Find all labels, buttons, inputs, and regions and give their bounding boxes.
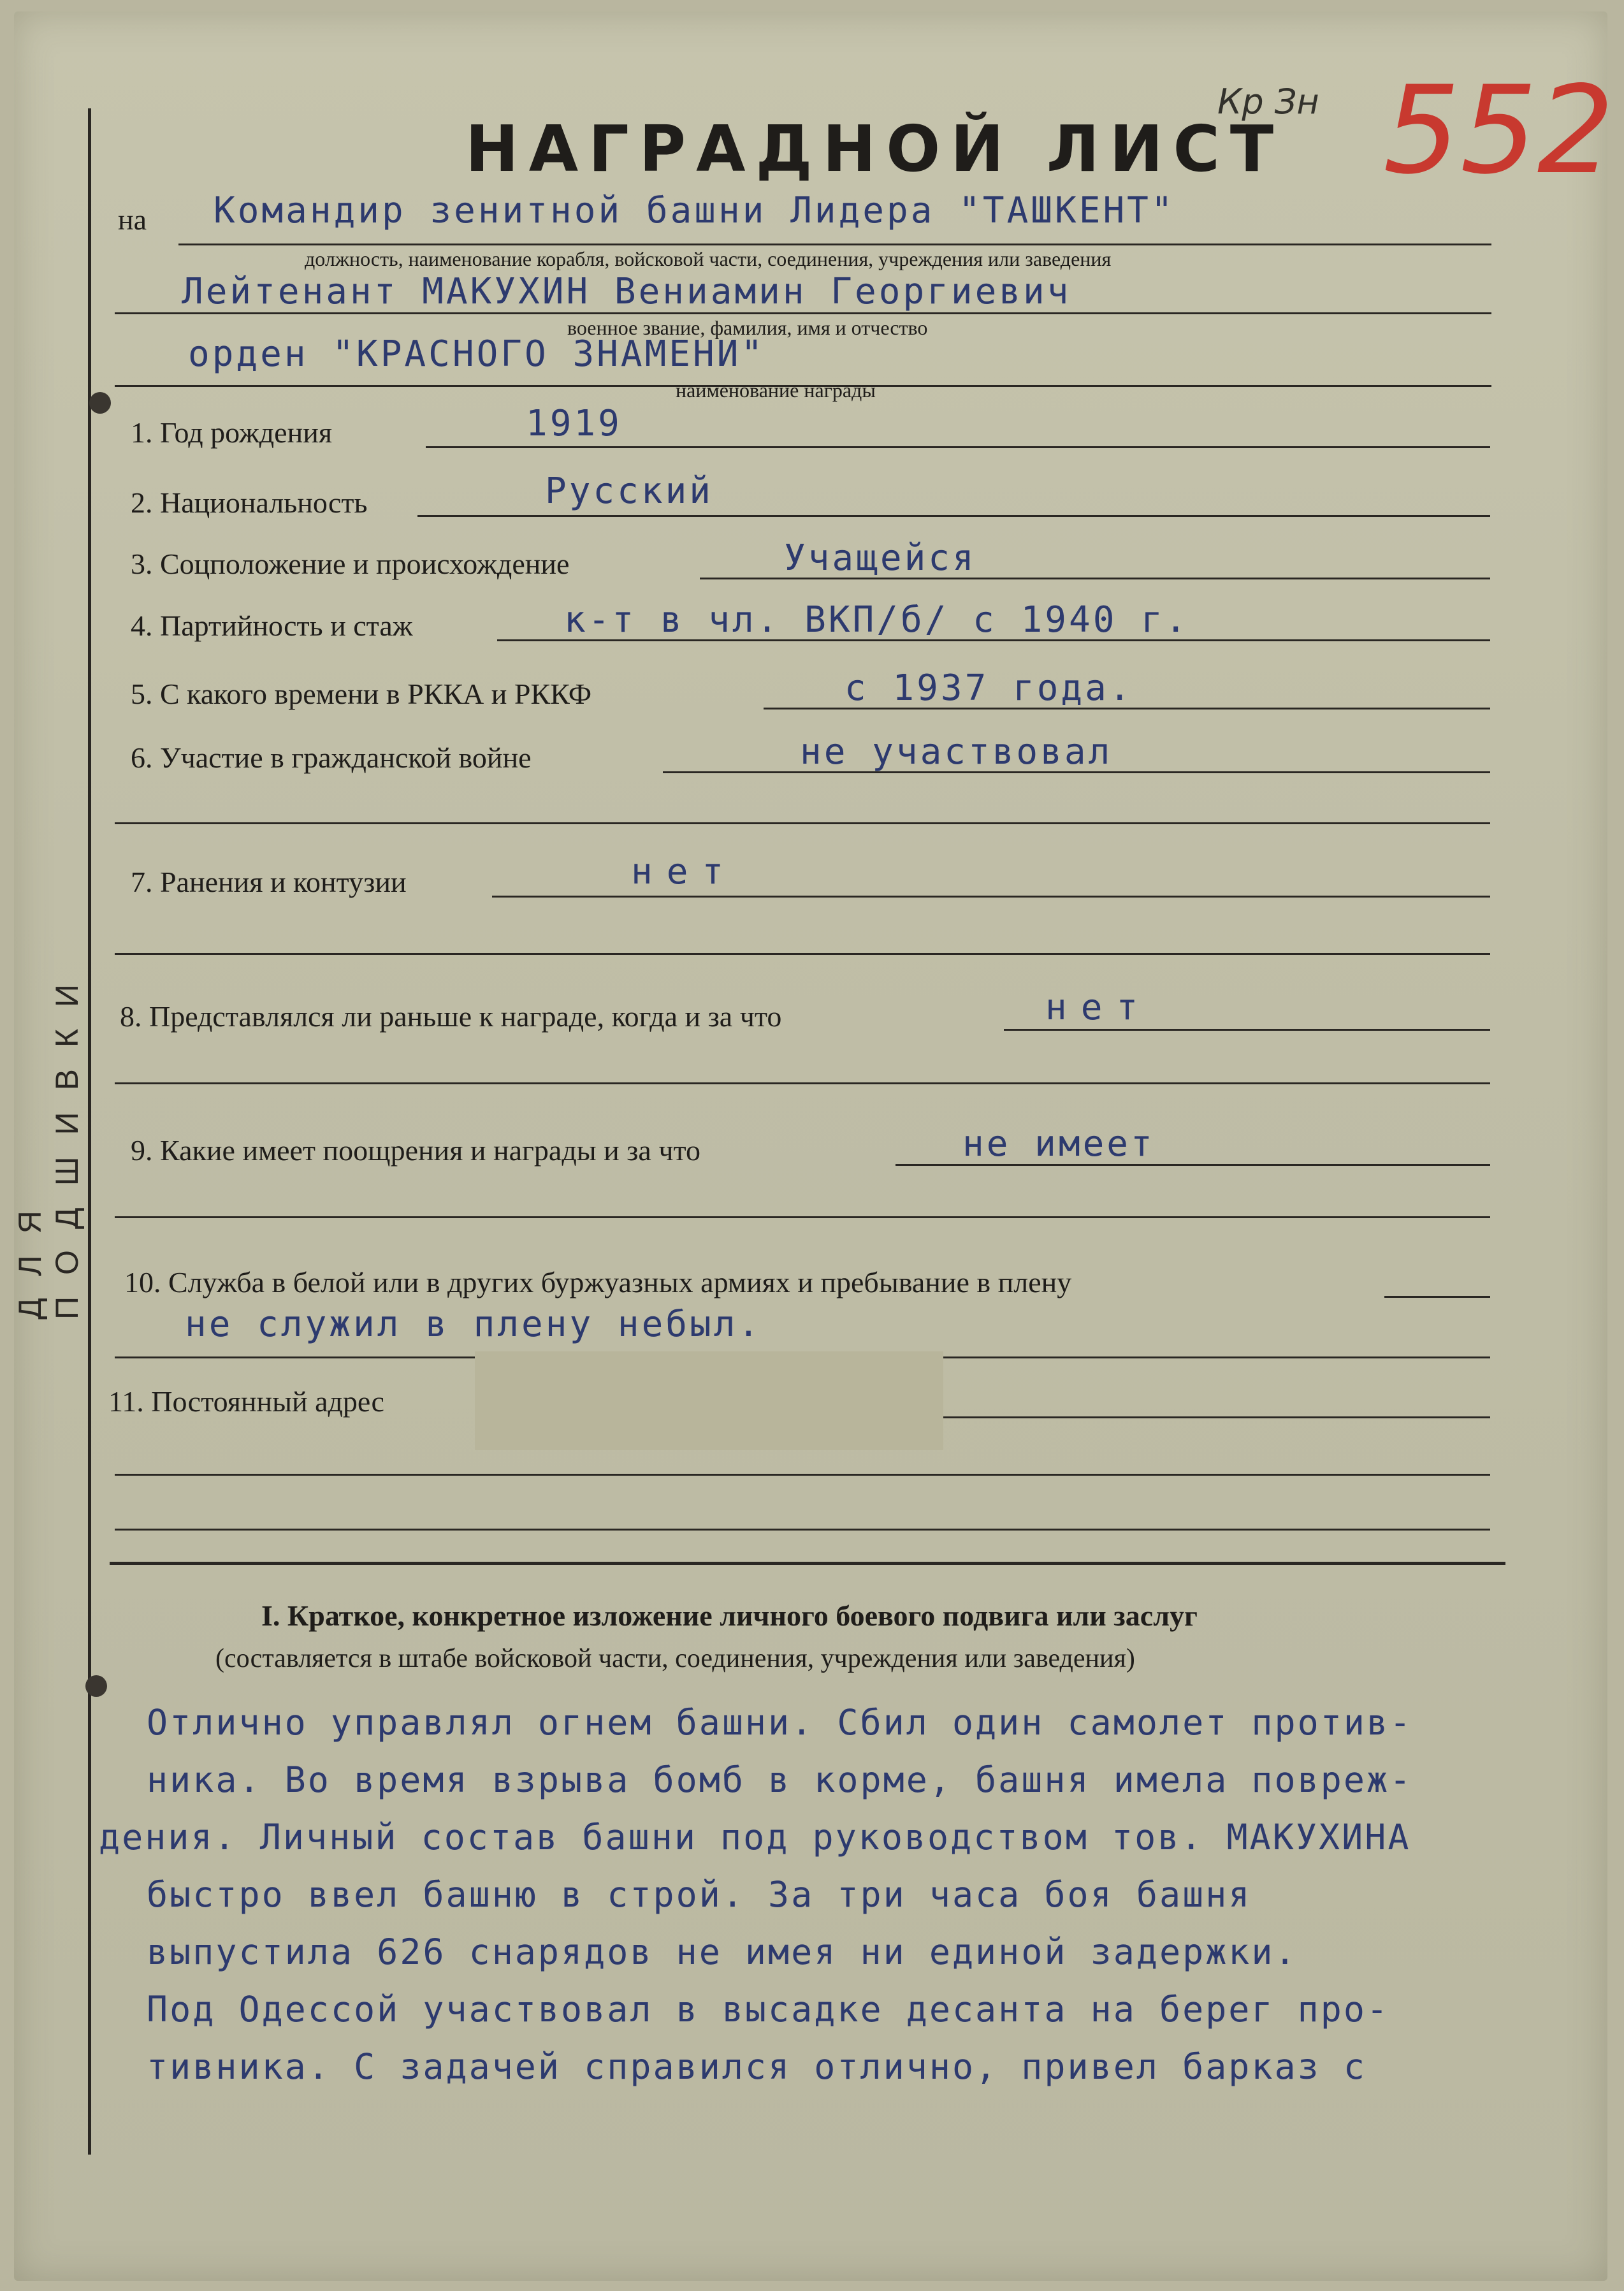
field-social-origin-label: 3. Соцположение и происхождение xyxy=(131,548,570,580)
section-title: I. Краткое, конкретное изложение личного боевого подвига или заслуг xyxy=(261,1599,1198,1632)
category-stamp: Кр Зн xyxy=(1217,82,1319,122)
field-encouragements-value: не имеет xyxy=(962,1123,1155,1165)
narrative-line: Под Одессой участвовал в высадке десанта на берег про- xyxy=(147,1989,1390,2030)
field-wounds-label: 7. Ранения и контузии xyxy=(131,866,407,898)
na-label: на xyxy=(118,203,147,236)
field-line xyxy=(115,822,1490,824)
field-nationality-value: Русский xyxy=(545,470,714,512)
award-caption: наименование награды xyxy=(676,379,876,402)
binding-hole xyxy=(85,1675,107,1697)
field-line xyxy=(115,1082,1490,1084)
field-social-origin-value: Учащейся xyxy=(784,537,976,579)
field-civil-war-label: 6. Участие в гражданской войне xyxy=(131,741,532,774)
binding-margin-line xyxy=(88,108,91,2155)
binding-side-label: ДЛЯ ПОДШИВКИ xyxy=(12,963,85,1320)
field-line xyxy=(417,515,1490,517)
narrative-line: Отлично управлял огнем башни. Сбил один самолет против- xyxy=(147,1702,1413,1743)
field-birth-year-value: 1919 xyxy=(526,403,622,444)
field-line xyxy=(115,1216,1490,1218)
field-line xyxy=(426,446,1490,448)
name-value: Лейтенант МАКУХИН Вениамин Георгиевич xyxy=(182,271,1071,312)
field-party-value: к-т в чл. ВКП/б/ с 1940 г. xyxy=(564,599,1189,641)
section-separator xyxy=(110,1562,1505,1565)
narrative-line: дения. Личный состав башни под руководством тов. МАКУХИНА xyxy=(99,1817,1411,1858)
redacted-area xyxy=(475,1351,943,1450)
narrative-line: тивника. С задачей справился отлично, привел барказ с xyxy=(147,2046,1367,2087)
field-nationality-label: 2. Национальность xyxy=(131,486,368,519)
field-service-since-label: 5. С какого времени в РККА и РККФ xyxy=(131,678,592,710)
narrative-line: быстро ввел башню в строй. За три часа боя башня xyxy=(147,1874,1252,1915)
field-line xyxy=(1004,1029,1490,1031)
position-line xyxy=(178,244,1491,245)
binding-hole xyxy=(89,392,111,414)
field-service-since-value: с 1937 года. xyxy=(845,667,1133,709)
field-line xyxy=(1384,1296,1490,1298)
field-encouragements-label: 9. Какие имеет поощрения и награды и за что xyxy=(131,1134,700,1167)
field-white-army-label: 10. Служба в белой или в других буржуазных армиях и пребывание в плену xyxy=(124,1266,1072,1298)
field-line xyxy=(115,1474,1490,1476)
field-previous-award-label: 8. Представлялся ли раньше к награде, когда и за что xyxy=(120,1000,782,1033)
field-line xyxy=(492,896,1490,898)
field-line xyxy=(115,953,1490,955)
field-party-label: 4. Партийность и стаж xyxy=(131,609,413,642)
field-wounds-value: нет xyxy=(631,851,738,892)
position-value: Командир зенитной башни Лидера "ТАШКЕНТ" xyxy=(214,190,1175,231)
narrative-line: выпустила 626 снарядов не имея ни единой задержки. xyxy=(147,1931,1298,1972)
field-civil-war-value: не участвовал xyxy=(800,731,1113,773)
field-address-label: 11. Постоянный адрес xyxy=(108,1385,384,1418)
award-value: орден "КРАСНОГО ЗНАМЕНИ" xyxy=(188,333,765,375)
position-caption: должность, наименование корабля, войсковой части, соединения, учреждения или заведения xyxy=(305,247,1112,270)
field-white-army-value: не служил в плену небыл. xyxy=(185,1304,762,1345)
field-previous-award-value: нет xyxy=(1045,987,1152,1028)
field-line xyxy=(115,1529,1490,1531)
handwritten-number: 552 xyxy=(1383,60,1614,201)
section-subtitle: (составляется в штабе войсковой части, соединения, учреждения или заведения) xyxy=(215,1644,1135,1673)
document-title: НАГРАДНОЙ ЛИСТ xyxy=(465,112,1284,186)
narrative-line: ника. Во время взрыва бомб в корме, башня имела повреж- xyxy=(147,1759,1413,1800)
field-birth-year-label: 1. Год рождения xyxy=(131,416,332,449)
name-line xyxy=(115,312,1491,314)
name-caption: военное звание, фамилия, имя и отчество xyxy=(567,316,928,339)
